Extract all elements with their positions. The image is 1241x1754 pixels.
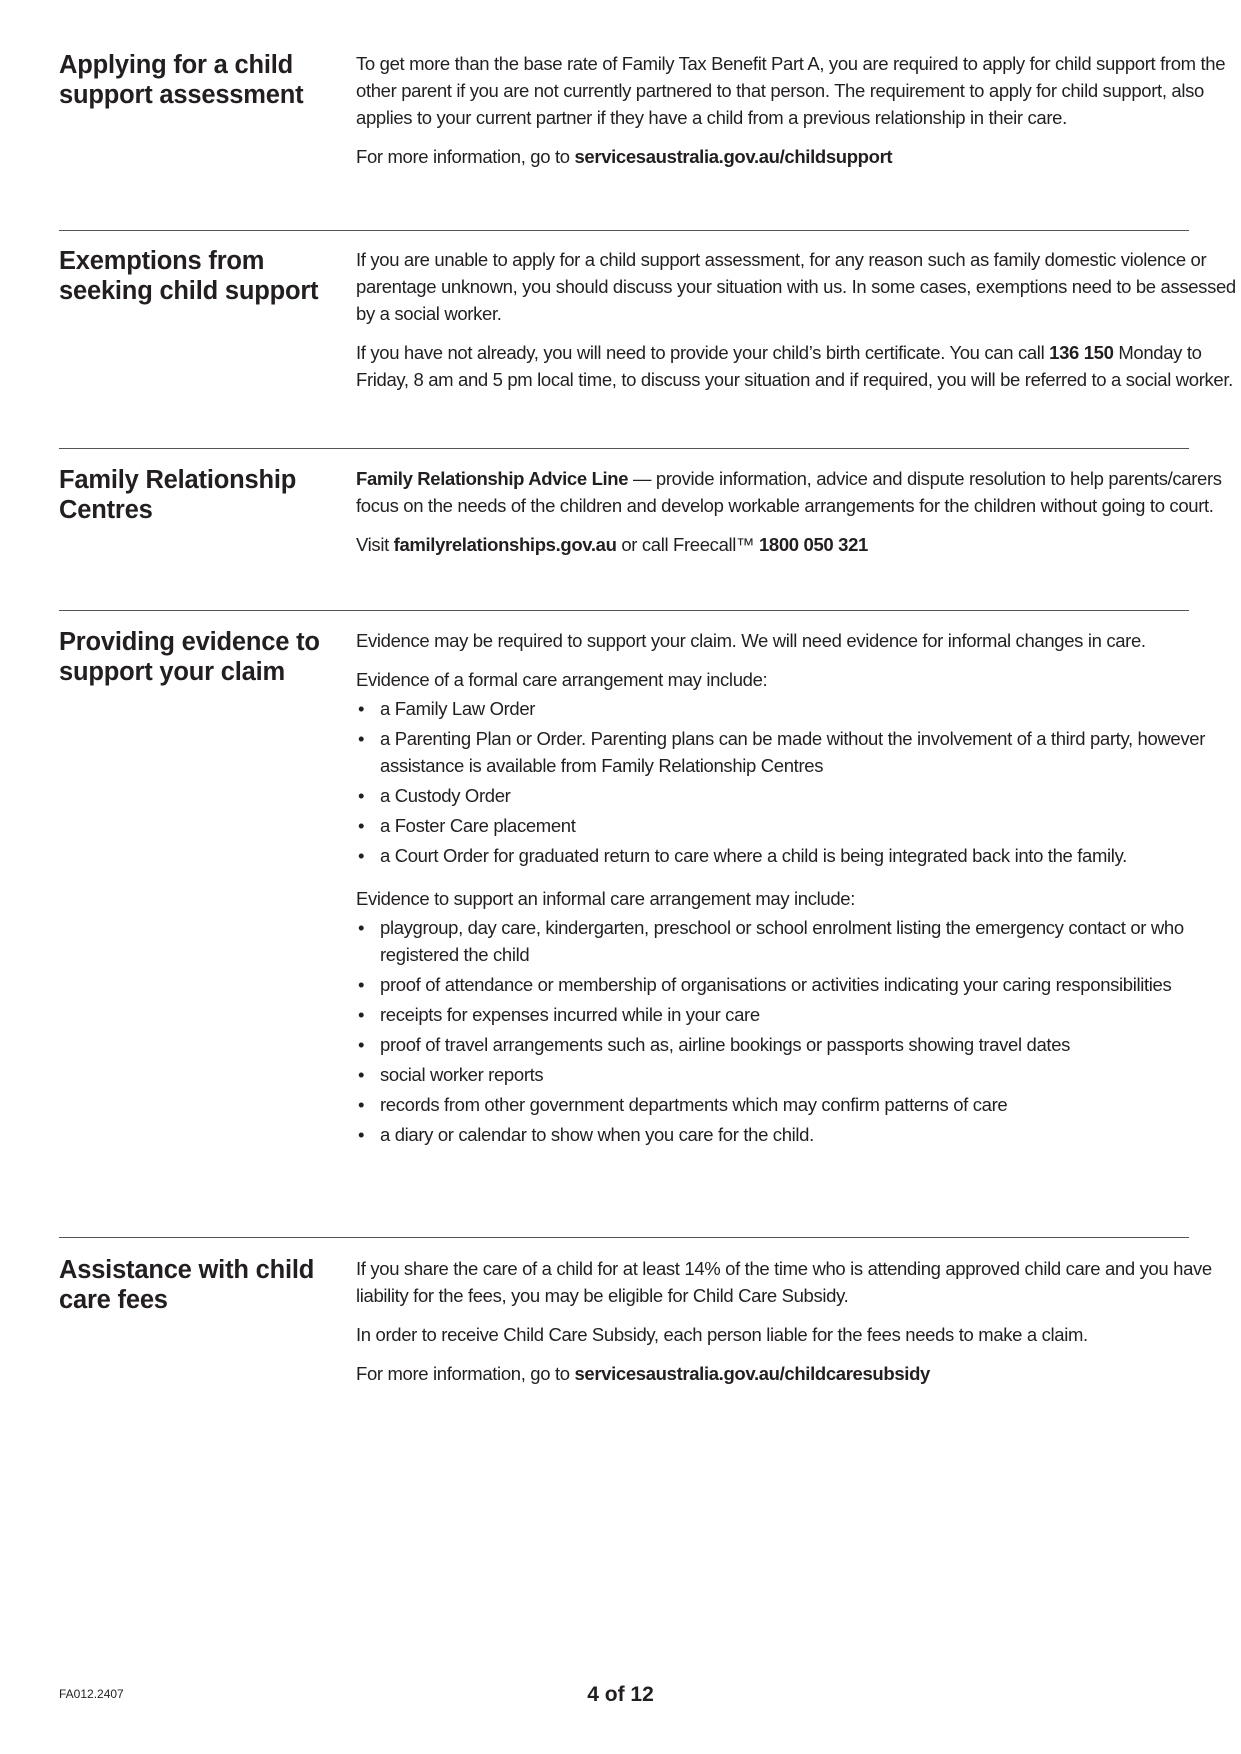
list-item-text: playgroup, day care, kindergarten, preschool or school enrolment listing the emergency contact or who registered the child <box>380 917 1184 965</box>
list-item-text: proof of travel arrangements such as, airline bookings or passports showing travel dates <box>380 1034 1071 1055</box>
list-item-text: records from other government departments which may confirm patterns of care <box>380 1094 1008 1115</box>
phone-number: 136 150 <box>1049 342 1114 363</box>
familyrelationships-link[interactable]: familyrelationships.gov.au <box>393 534 617 555</box>
list-item-text: proof of attendance or membership of organisations or activities indicating your caring responsibilities <box>380 974 1172 995</box>
paragraph-text: For more information, go to <box>356 1363 575 1384</box>
list-item <box>356 695 1241 722</box>
paragraph <box>356 339 1241 393</box>
list-item <box>356 842 1241 869</box>
bullet-icon: • <box>358 1064 365 1085</box>
bullet-icon: • <box>358 1004 365 1025</box>
bullet-icon: • <box>358 698 365 719</box>
section-divider <box>59 1237 1189 1238</box>
list-item-text: social worker reports <box>380 1064 544 1085</box>
section-heading: Assistance with child care fees <box>59 1256 315 1314</box>
list-item <box>356 1001 1241 1028</box>
section-heading: Providing evidence to support your claim <box>59 628 320 686</box>
section-body <box>356 1255 1241 1399</box>
section-body <box>356 246 1241 405</box>
section-body <box>356 627 1241 1160</box>
list-item <box>356 1031 1241 1058</box>
list-item <box>356 812 1241 839</box>
formal-evidence-list <box>356 695 1241 869</box>
section-heading: Exemptions from seeking child support <box>59 247 319 305</box>
paragraph: Evidence may be required to support your claim. We will need evidence for informal changes in care. <box>356 630 1146 651</box>
bullet-icon: • <box>358 815 365 836</box>
phone-number: 1800 050 321 <box>758 534 868 555</box>
paragraph-text: — provide information, advice and dispute resolution to help parents/carers focus on the needs of the children and develop workable arrangements for the children without going to court. <box>356 468 1222 516</box>
paragraph <box>356 465 1241 519</box>
list-item <box>356 782 1241 809</box>
list-item-text: a Court Order for graduated return to care where a child is being integrated back into the family. <box>380 845 1127 866</box>
bullet-icon: • <box>358 1124 365 1145</box>
page-number: 4 of 12 <box>587 1683 654 1706</box>
list-item <box>356 1061 1241 1088</box>
bullet-icon: • <box>358 917 365 938</box>
paragraph: If you share the care of a child for at least 14% of the time who is attending approved child care and you have liability for the fees, you may be eligible for Child Care Subsidy. <box>356 1258 1212 1306</box>
paragraph <box>356 531 1241 558</box>
list-item <box>356 1121 1241 1148</box>
form-code: FA012.2407 <box>59 1687 124 1701</box>
childcaresubsidy-link[interactable]: servicesaustralia.gov.au/childcaresubsidy <box>574 1363 930 1384</box>
informal-evidence-list <box>356 914 1241 1148</box>
paragraph: If you are unable to apply for a child support assessment, for any reason such as family domestic violence or parentage unknown, you should discuss your situation with us. In some cases, exemptions need to be assessed by a social worker. <box>356 249 1236 324</box>
list-item-text: a Parenting Plan or Order. Parenting plans can be made without the involvement of a third party, however assistance is available from Family Relationship Centres <box>380 728 1206 776</box>
section-body <box>356 465 1241 570</box>
paragraph <box>356 1360 1241 1387</box>
list-intro: Evidence to support an informal care arrangement may include: <box>356 888 855 909</box>
bullet-icon: • <box>358 845 365 866</box>
bullet-icon: • <box>358 728 365 749</box>
list-item <box>356 971 1241 998</box>
section-divider <box>59 448 1189 449</box>
list-item <box>356 725 1241 779</box>
paragraph-text: Visit <box>356 534 394 555</box>
paragraph: In order to receive Child Care Subsidy, each person liable for the fees needs to make a claim. <box>356 1324 1088 1345</box>
list-item <box>356 1091 1241 1118</box>
bullet-icon: • <box>358 1034 365 1055</box>
paragraph-text: For more information, go to <box>356 146 575 167</box>
section-heading: Family Relationship Centres <box>59 466 297 524</box>
list-item-text: a Family Law Order <box>380 698 536 719</box>
section-body <box>356 50 1241 182</box>
bullet-icon: • <box>358 1094 365 1115</box>
section-divider <box>59 610 1189 611</box>
paragraph: To get more than the base rate of Family Tax Benefit Part A, you are required to apply for child support from the other parent if you are not currently partnered to that person. The requirement to apply for child support, also applies to your current partner if they have a child from a previous relationship in their care. <box>356 53 1226 128</box>
bullet-icon: • <box>358 974 365 995</box>
advice-line-name: Family Relationship Advice Line <box>356 468 629 489</box>
list-item-text: a diary or calendar to show when you care for the child. <box>380 1124 814 1145</box>
paragraph-text: or call Freecall™ <box>616 534 759 555</box>
paragraph <box>356 143 1241 170</box>
list-item <box>356 914 1241 968</box>
paragraph-text: Monday to Friday, 8 am and 5 pm local time, to discuss your situation and if required, you will be referred to a social worker. <box>356 342 1233 390</box>
childsupport-link[interactable]: servicesaustralia.gov.au/childsupport <box>574 146 893 167</box>
list-item-text: a Custody Order <box>380 785 511 806</box>
section-heading: Applying for a child support assessment <box>59 51 304 109</box>
bullet-icon: • <box>358 785 365 806</box>
section-divider <box>59 230 1189 231</box>
list-item-text: receipts for expenses incurred while in your care <box>380 1004 760 1025</box>
list-intro: Evidence of a formal care arrangement may include: <box>356 669 768 690</box>
paragraph-text: If you have not already, you will need to provide your child’s birth certificate. You can call <box>356 342 1050 363</box>
list-item-text: a Foster Care placement <box>380 815 576 836</box>
